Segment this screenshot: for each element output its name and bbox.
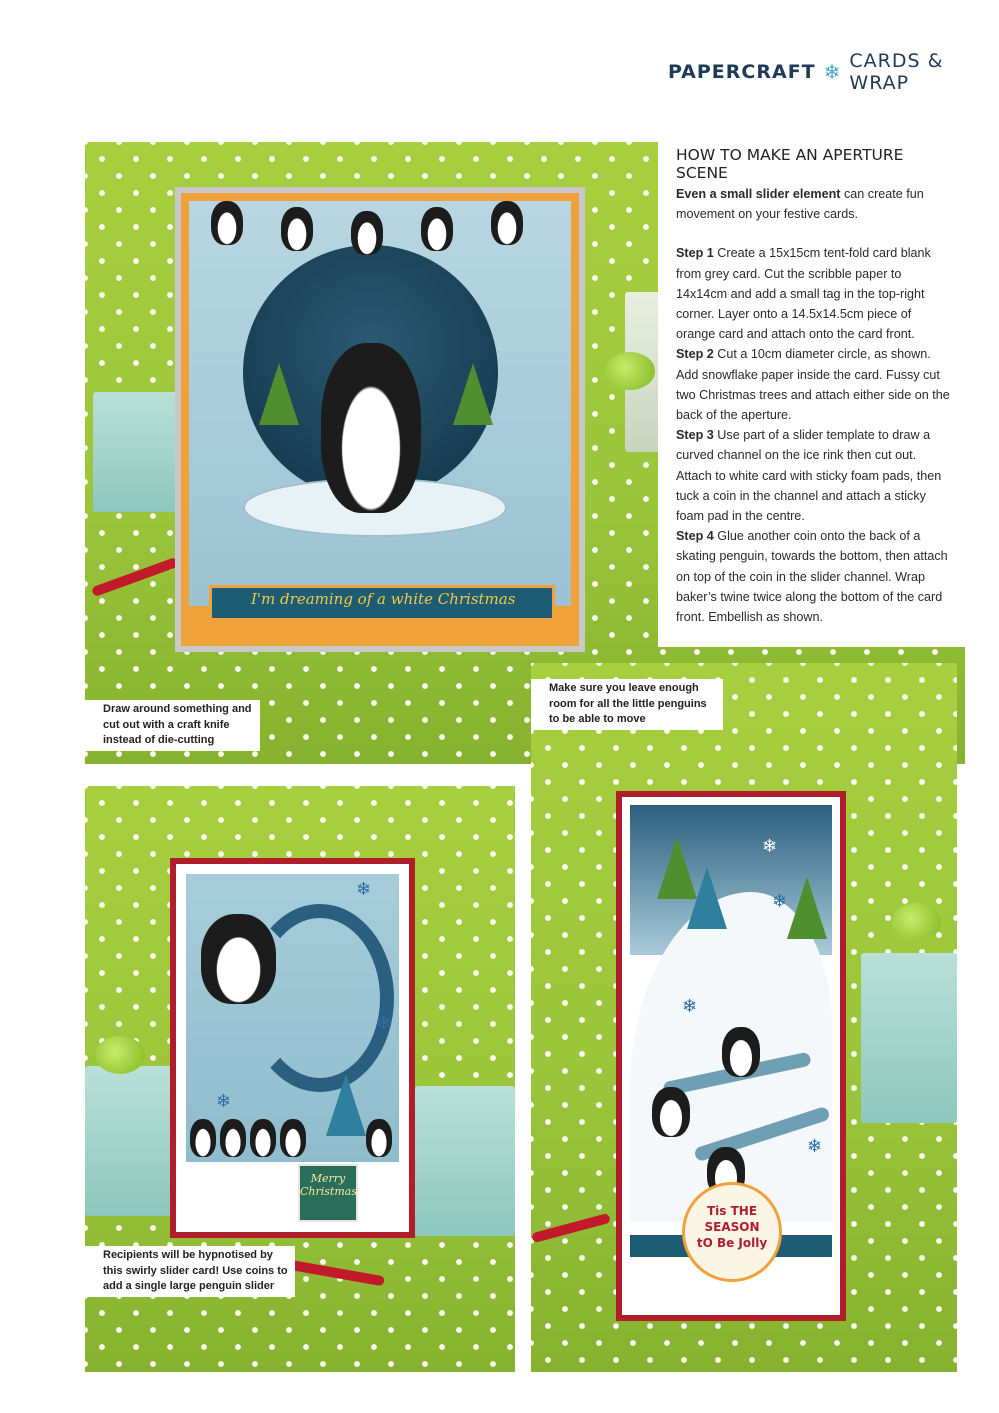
row-penguin	[250, 1119, 276, 1157]
photo-tall-card	[531, 663, 957, 1372]
caption-top-left: Draw around something and cut out with a craft knife instead of die-cutting	[85, 700, 260, 751]
step-label: Step 1	[676, 246, 714, 261]
swirl-card	[170, 858, 415, 1238]
ribbon-bow	[891, 903, 941, 941]
sledging-penguin	[652, 1087, 690, 1137]
merry-christmas-text: Merry Christmas	[300, 1172, 357, 1198]
red-ribbon	[91, 557, 179, 597]
header-section: CARDS & WRAP	[849, 50, 944, 94]
instructions-panel	[658, 142, 965, 647]
red-ribbon	[531, 1213, 611, 1243]
row-penguin	[366, 1119, 392, 1157]
snowflake-icon: ❄	[772, 891, 788, 911]
row-penguin	[220, 1119, 246, 1157]
snowflake-icon: ❄	[376, 1013, 392, 1033]
ribbon-bow	[605, 352, 655, 390]
christmas-tree-left	[259, 363, 299, 425]
step-label: Step 4	[676, 529, 714, 544]
snowflake-icon: ❄	[356, 879, 372, 899]
instructions-lead	[676, 184, 953, 224]
snowflake-icon: ❄	[216, 1091, 232, 1111]
step-text: Cut a 10cm diameter circle, as shown. Add snowflake paper inside the card. Fussy cut two Christmas trees and attach either side on the back of the aperture.	[676, 347, 950, 423]
step-1	[676, 243, 953, 344]
snowflake-icon: ❄	[807, 1136, 823, 1156]
caption-bottom-right: Make sure you leave enough room for all the little penguins to be able to move	[531, 679, 723, 730]
row-penguin	[190, 1119, 216, 1157]
row-penguin	[280, 1119, 306, 1157]
christmas-tree	[787, 877, 827, 939]
hanging-penguin	[351, 211, 383, 255]
snowflake-icon: ❄	[823, 60, 842, 84]
hanging-penguin	[281, 207, 313, 251]
step-text: Glue another coin onto the back of a skating penguin, towards the bottom, then attach on top of the coin in the slider channel. Wrap baker’s twine twice along the bottom of the card front. Embellish as shown.	[676, 529, 948, 625]
step-label: Step 3	[676, 428, 714, 443]
season-badge	[682, 1182, 782, 1282]
skating-penguin	[321, 343, 421, 513]
step-label: Step 2	[676, 347, 714, 362]
season-text: Tis THE SEASON tO Be Jolly	[696, 1204, 768, 1250]
ribbon-bow	[95, 1036, 145, 1074]
sledging-penguin	[722, 1027, 760, 1077]
magazine-header	[668, 50, 958, 94]
tall-card	[616, 791, 846, 1321]
banner-text: I'm dreaming of a white Christmas	[251, 590, 516, 608]
step-4	[676, 526, 953, 627]
hanging-penguin	[491, 201, 523, 245]
step-text: Create a 15x15cm tent-fold card blank from grey card. Cut the scribble paper to 14x14cm and add a small tag in the top-right corner. Layer onto a 14.5x14.5cm piece of orange card and attach onto the card front.	[676, 246, 931, 342]
lead-bold: Even a small slider element	[676, 187, 841, 201]
christmas-tree	[687, 867, 727, 929]
gift-box	[861, 953, 957, 1123]
gift-box	[415, 1086, 515, 1236]
snowflake-icon: ❄	[682, 996, 698, 1016]
step-text: Use part of a slider template to draw a curved channel on the ice rink then cut out. Attach to white card with sticky foam pads, then tuck a coin in the channel and attach a sticky foam pad in the centre.	[676, 428, 942, 524]
hanging-penguin	[421, 207, 453, 251]
caption-bottom-left: Recipients will be hypnotised by this swirly slider card! Use coins to add a single large penguin slider	[85, 1246, 295, 1297]
instructions-title: HOW TO MAKE AN APERTURE SCENE	[676, 146, 904, 182]
slider-penguin	[201, 914, 276, 1004]
aperture-card	[175, 187, 585, 652]
step-2	[676, 344, 953, 425]
merry-christmas-tag	[298, 1164, 358, 1222]
snowflake-icon: ❄	[762, 836, 778, 856]
christmas-tree	[326, 1074, 366, 1136]
header-brand: PAPERCRAFT	[668, 61, 816, 83]
step-3	[676, 425, 953, 526]
lead-rest: can create fun movement on your festive cards.	[676, 187, 924, 222]
christmas-tree-right	[453, 363, 493, 425]
hanging-penguin	[211, 201, 243, 245]
